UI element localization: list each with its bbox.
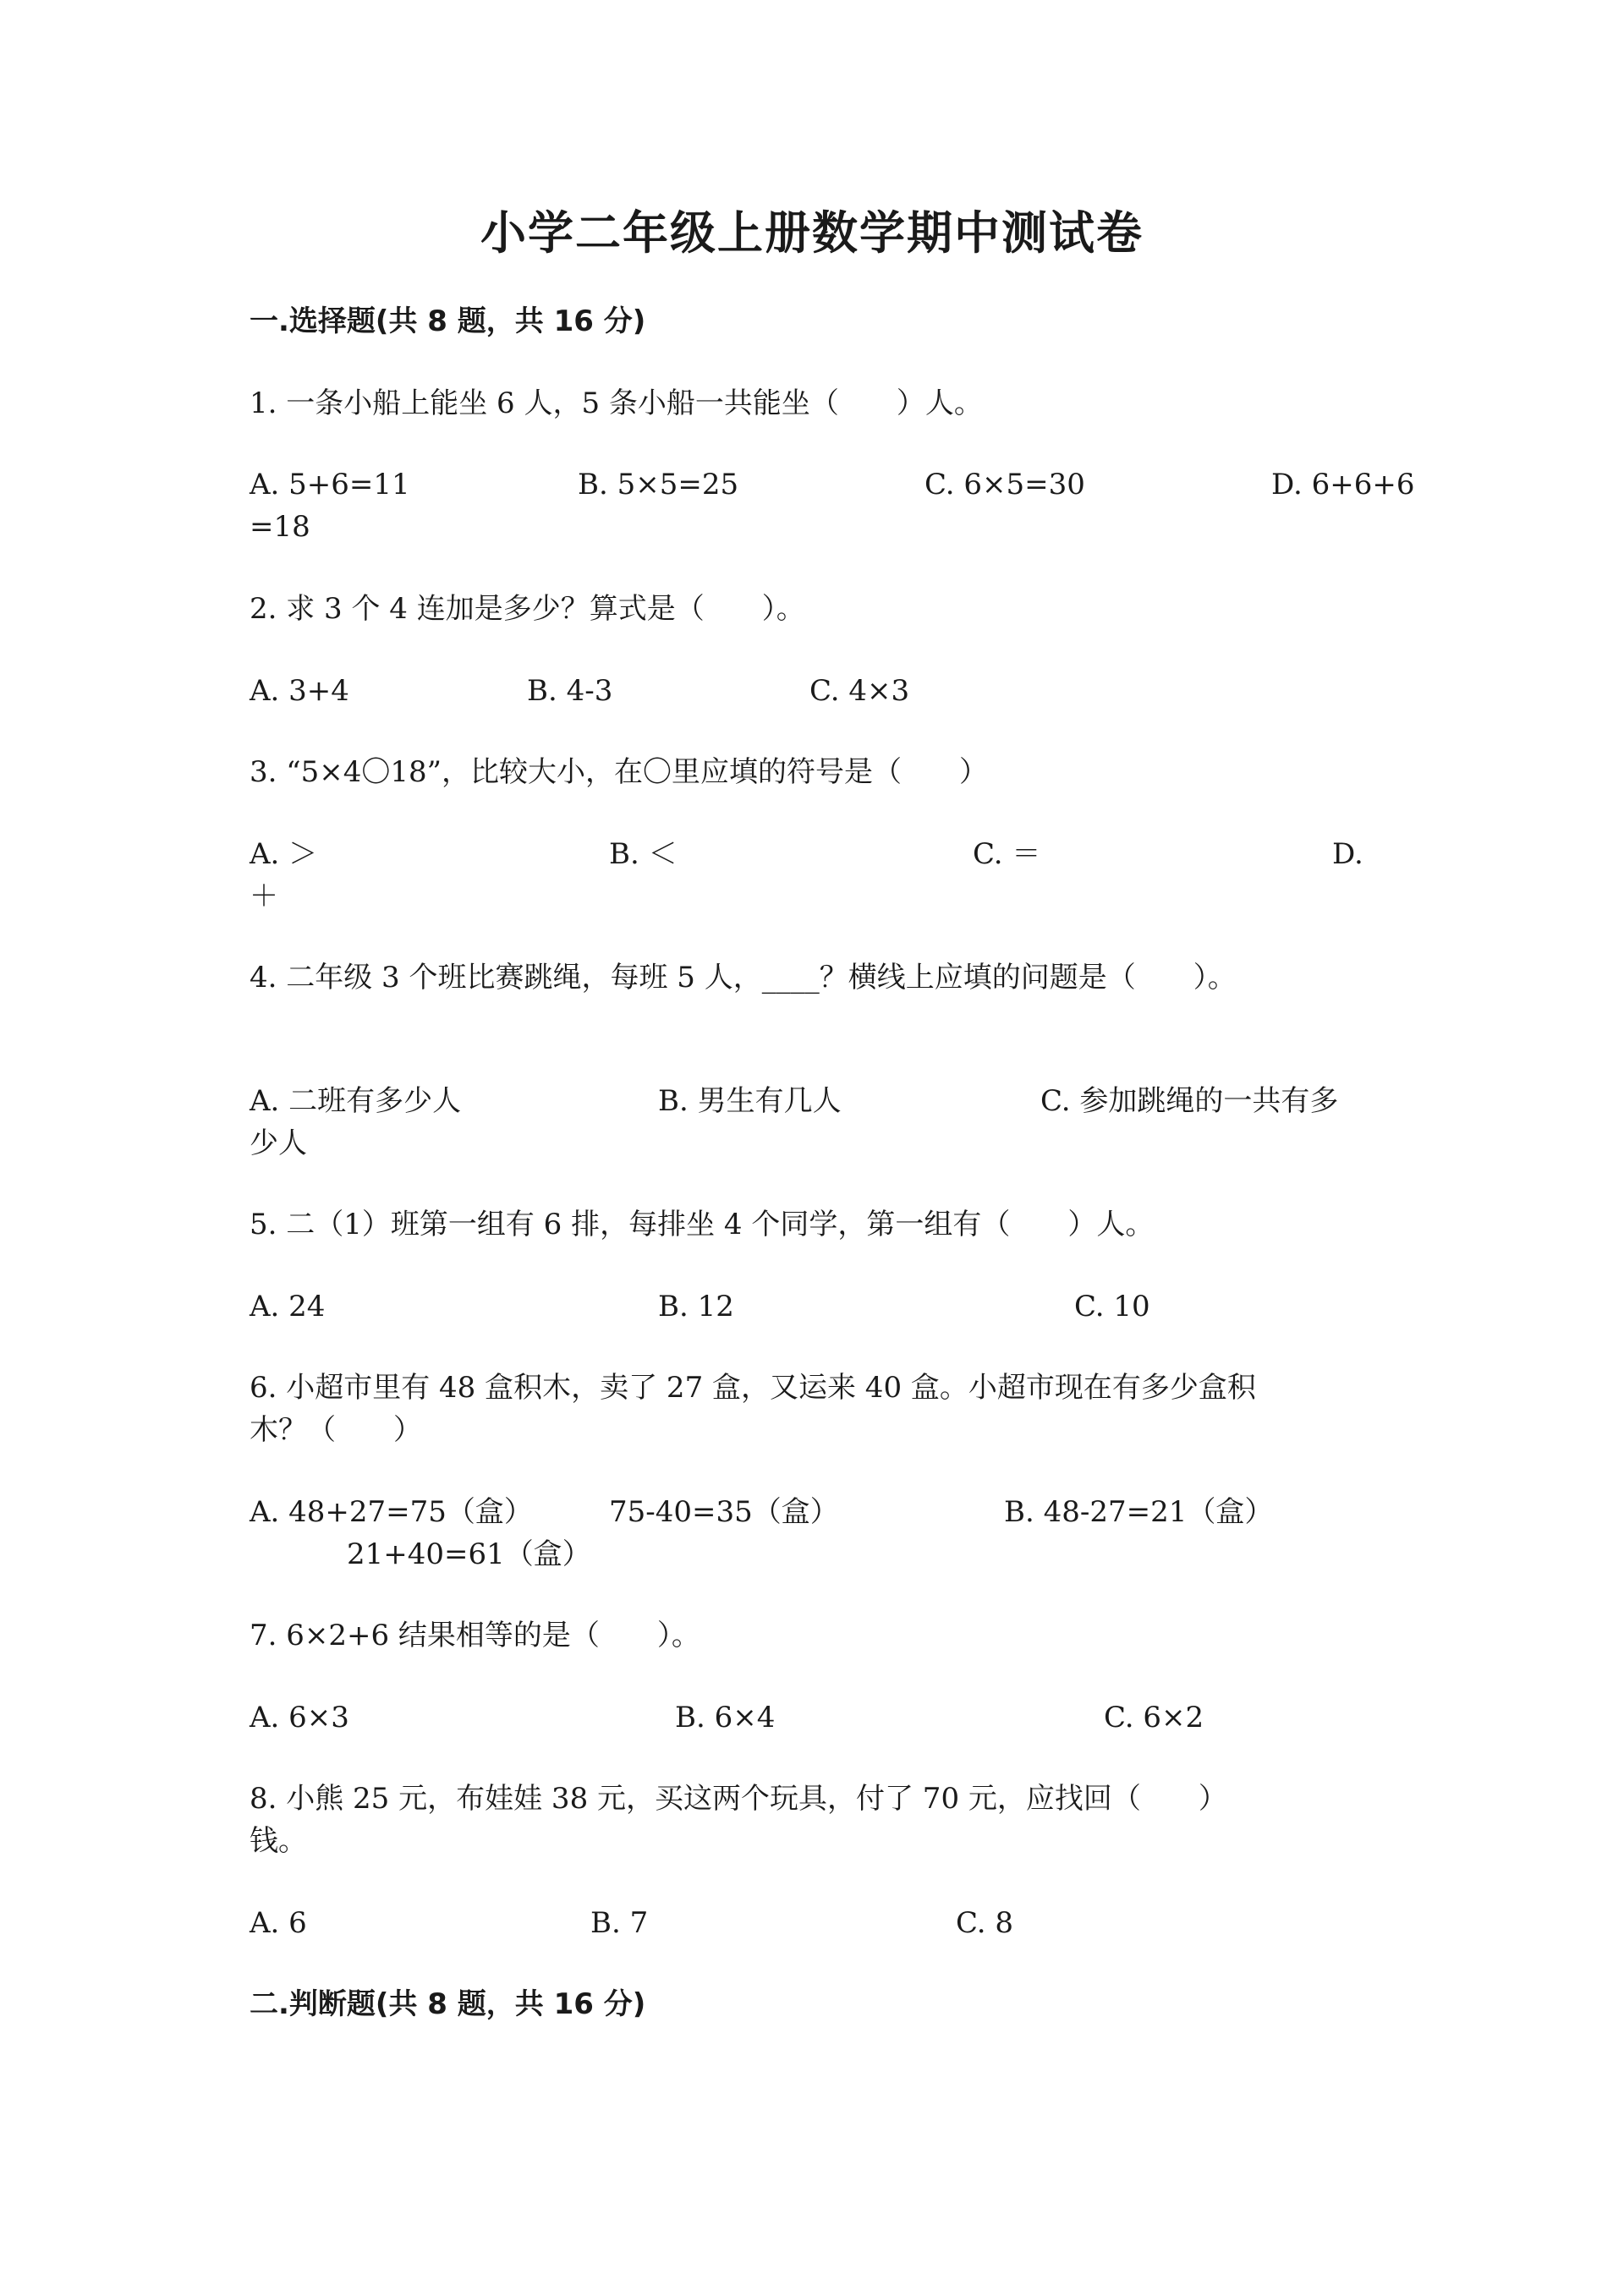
question-7-option-b: B. 6×4: [675, 1701, 776, 1734]
question-1-option-c: C. 6×5=30: [924, 468, 1085, 501]
question-5-option-a: A. 24: [250, 1290, 326, 1323]
question-6-stem: 6. 小超市里有 48 盒积木，卖了 27 盒，又运来 40 盒。小超市现在有多少盒积: [250, 1371, 1256, 1405]
question-4-option-a: A. 二班有多少人: [250, 1084, 462, 1118]
question-2-option-a: A. 3+4: [250, 674, 349, 708]
question-1-stem: 1. 一条小船上能坐 6 人，5 条小船一共能坐（ ）人。: [250, 386, 983, 420]
question-5-option-b: B. 12: [658, 1290, 734, 1323]
question-3-stem: 3. “5×4〇18”，比较大小，在〇里应填的符号是（ ）: [250, 755, 989, 789]
question-4-option-b: B. 男生有几人: [658, 1084, 842, 1118]
question-5-stem: 5. 二（1）班第一组有 6 排，每排坐 4 个同学，第一组有（ ）人。: [250, 1208, 1155, 1241]
question-1-option-b: B. 5×5=25: [578, 468, 739, 501]
question-6-option-b-step-2: 21+40=61（盒）: [347, 1537, 591, 1571]
question-4-option-c-continuation: 少人: [250, 1126, 307, 1160]
question-1-option-d: D. 6+6+6: [1271, 468, 1415, 501]
section-heading-true-false: 二.判断题(共 8 题，共 16 分): [250, 1987, 646, 2021]
question-6-option-a: A. 48+27=75（盒）: [250, 1495, 533, 1529]
question-3-option-c: C. ＝: [973, 837, 1041, 871]
question-8-option-c: C. 8: [956, 1906, 1014, 1940]
question-3-option-d: D.: [1332, 837, 1363, 871]
question-5-option-c: C. 10: [1074, 1290, 1150, 1323]
question-2-option-c: C. 4×3: [809, 674, 910, 708]
question-8-option-b: B. 7: [590, 1906, 649, 1940]
question-1-option-a: A. 5+6=11: [250, 468, 410, 501]
section-heading-choice: 一.选择题(共 8 题，共 16 分): [250, 304, 646, 338]
question-2-stem: 2. 求 3 个 4 连加是多少？算式是（ ）。: [250, 592, 805, 626]
question-7-option-a: A. 6×3: [250, 1701, 349, 1734]
question-8-stem: 8. 小熊 25 元，布娃娃 38 元，买这两个玩具，付了 70 元，应找回（ ）: [250, 1782, 1227, 1816]
question-4-stem: 4. 二年级 3 个班比赛跳绳，每班 5 人，____？横线上应填的问题是（ ）。: [250, 961, 1237, 995]
question-3-option-b: B. ＜: [609, 837, 678, 871]
question-6-option-b: B. 48-27=21（盒）: [1004, 1495, 1274, 1529]
question-6-option-a-step-2: 75-40=35（盒）: [609, 1495, 839, 1529]
question-6-stem-continuation: 木？（ ）: [250, 1413, 422, 1447]
question-2-option-b: B. 4-3: [527, 674, 613, 708]
question-1-option-d-continuation: =18: [250, 510, 310, 544]
question-8-stem-continuation: 钱。: [250, 1824, 307, 1858]
question-3-option-d-continuation: ＋: [250, 879, 278, 913]
question-3-option-a: A. ＞: [250, 837, 318, 871]
question-7-stem: 7. 6×2+6 结果相等的是（ ）。: [250, 1619, 700, 1652]
page-title: 小学二年级上册数学期中测试卷: [480, 205, 1144, 260]
question-8-option-a: A. 6: [250, 1906, 307, 1940]
question-4-option-c: C. 参加跳绳的一共有多: [1040, 1084, 1339, 1118]
question-7-option-c: C. 6×2: [1104, 1701, 1204, 1734]
